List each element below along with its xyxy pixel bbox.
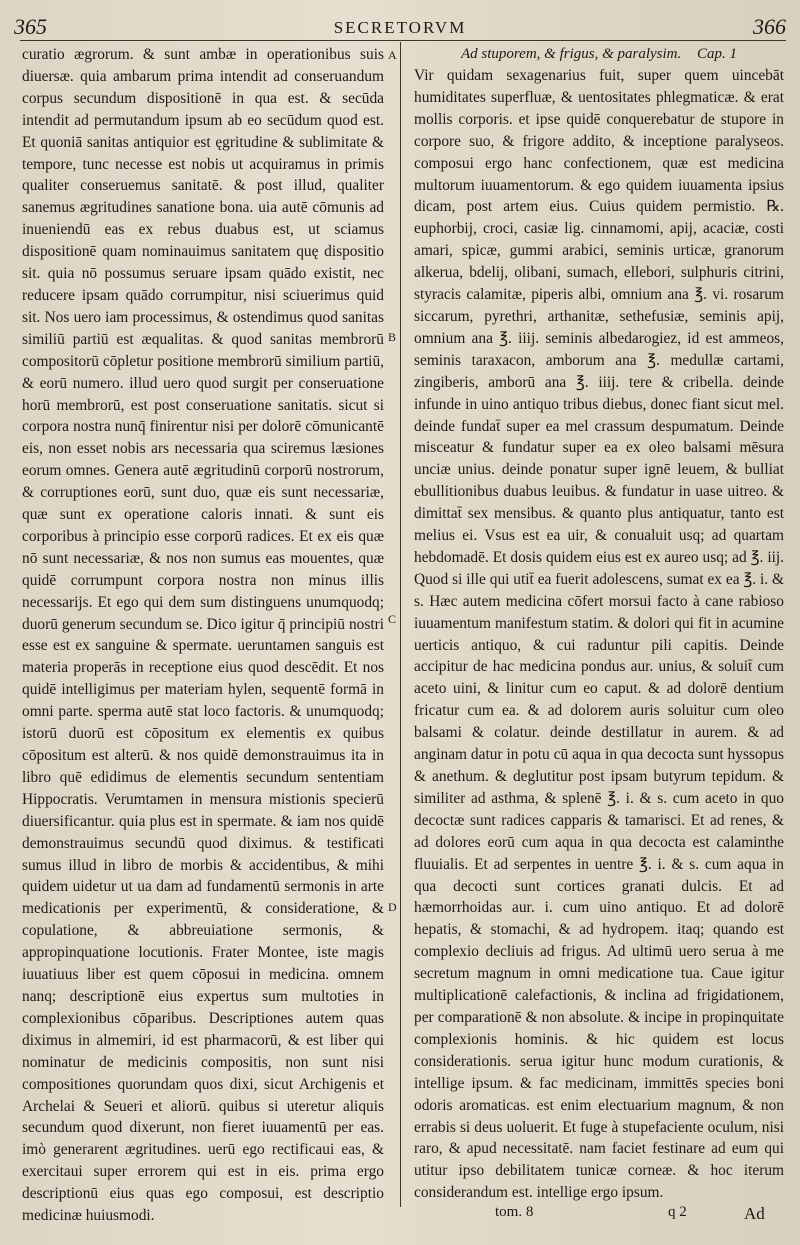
chapter-label: Cap. 1 (697, 46, 738, 62)
margin-marker-b: B (388, 330, 397, 344)
left-column-text: curatio ægrorum. & sunt ambæ in operationibus suis diuersæ. quia ambarum prima intendit ad conseruandum corpus secundum dispositionē in qua est. & secūda intendit ad permutandum ipsum ab eo secūdum quod est. Et quoniā sanitas antiquior est ęgritudine & sublimitate & tempore, tunc necesse est nobis ut acquiramus in primis qualiter conseruemus sanitatē. & post illud, qualiter sanemus ægritudines sanatione bona. uia autē cōmunis ad inueniendū eas ex rebus duabus est, ut sciamus dispositionē quam nominauimus sanitatem quę dispositio sit. quia nō possumus seruare ipsam quādo existit, nec reducere ipsam quādo corrumpitur, nisi sciuerimus quid sit. Nos uero iam processimus, & ostendimus quod sanitas similiū partiū est æqualitas. & quod sanitas membrorū compositorū cōpletur positione membrorū similium partiū, & eorū numero. illud uero quod surgit per conseruatione horū membrorū, est post conseruatione sanitatis. sicut si corpora nostra nunq̄ finirentur nisi per dolorē cōmunicantē eis, non esset nobis ars necessaria qua sciremus læsiones eorum omnes. Genera autē ægritudinū corporū nostrorum, & corruptiones eorū, sunt duo, quæ eis sunt necessariæ, quæ sunt ex operatione caloris innati. & sunt eis corporibus à principio esse corporū radices. Et ex eis quæ nō sunt necessariæ, & nos non sumus eas mouentes, quæ quidē corrumpunt corpora nostra non minus illis necessarijs. Et ego qui dem sum distinguens unumquodq; duorū generum secundum se. Dico igitur q̄ principiū nostri esse est ex sanguine & spermate. ueruntamen sanguis est materia properās in receptione eius quod descēdit. Et nos quidē intelligimus per materiam hylen, sequentē formā in omni parte. sperma autē stat loco factoris. & unumquodq; istorū duorū est cōpositum ex elementis ex quibus cōpositum est alterū. & nos quidē demonstrauimus ita in libro quē edidimus de elementis secundum sententiam Hippocratis. Verumtamen in mensura mistionis specierū diuersificantur. quia plus est in spermate. & iam nos quidē demonstrauimus secundū quod diximus. & testificati sumus illud in libro de morbis & accidentibus, & mihi quidem uidetur ut ua dam ad fundamentū sermonis in arte medicationis per experimentū, & consideratione, & copulatione, & abbreuiatione sermonis, & appropinquatione locutionis. Frater Montee, iste magis iuuatiuus liber est quem cōposui in medicina. omnem nanq; descriptionē eius expertus sum multoties in complexionibus cōparibus. Descriptiones autem quas diximus in almemiri, id est pharmacorū, & est liber qui nominatur de medicinis compositis, non sunt nisi compositiones quorundam quos dixi, sicut Archigenis et Archelai & Seueri et aliorū. quibus si uteretur aliquis secundum quod dixerunt, non fieret iuuamentū per eas. imò generarent ægritudines. uerū ego rectificaui eas, & exercitaui super errorem qui est in eis. prima ergo descriptionū eius quas ego composui, est descriptio medicinæ huiusmodi. (22, 46, 384, 1225)
running-title: SECRETORVM (333, 18, 467, 37)
left-text-column (22, 44, 384, 1225)
page-footer (0, 1204, 800, 1234)
right-page-number: 366 (753, 14, 786, 39)
catchword: Ad (744, 1204, 765, 1223)
section-heading (414, 44, 784, 65)
signature-mark: tom. 8 (495, 1204, 534, 1220)
margin-marker-a: A (388, 48, 397, 62)
column-divider (400, 42, 401, 1207)
quire-mark: q 2 (668, 1204, 687, 1220)
margin-marker-c: C (388, 612, 397, 626)
section-title: Ad stuporem, & frigus, & paralysim. (460, 46, 682, 62)
left-page-number: 365 (14, 14, 47, 39)
margin-marker-d: D (388, 900, 397, 914)
right-text-column (414, 44, 784, 1206)
right-column-text: Vir quidam sexagenarius fuit, super quem uincebāt humiditates superfluæ, & uentositates phlegmaticæ. & erat mollis corporis. et ipse quidē conquerebatur de stupore in corpore suo, & frigore addito, & inceptione paralyseos. composui ergo hanc confectionem, quæ est medicina multorum iuuamentorum. & ego quidem iuuamenta ipsius dicam, post artem eius. Cuius quidem permistio. ℞. euphorbij, croci, casiæ lig. cinnamomi, apij, acaciæ, costi amari, spicæ, gummi arabici, seminis urticæ, granorum alkerua, bdelij, olibani, sumach, ellebori, sulphuris citrini, styracis calamitæ, piperis albi, omnium ana ℥. vi. rosarum siccarum, pyrethri, arthanitæ, sethefusiæ, seminis apij, omnium ana ℥. iiij. seminis albedarogiez, id est ammeos, seminis taraxacon, amborum ana ℥. medullæ cartami, zingiberis, amborū ana ℥. iiij. tere & cribella. deinde infunde in uino antiquo tribus diebus, donec fiant sicut mel. deinde fundat̄ super ea mel crassum despumatum. Deinde misceatur & fundatur super ea ex oleo balsami mēsura unciæ unius. deinde ponatur super ignē leuem, & bulliat ebullitionibus duabus leuibus. & fundatur in uase uitreo. & dimittat̄ sex mensibus. & quanto plus antiquatur, tanto est melius ei. Vsus est ea uir, & conualuit usq; ad quartam hebdomadē. Et dosis quidem eius est ex aureo usq; ad ℥. iij. Quod si ille qui utit̄ ea fuerit adolescens, sumat ex ea ℥. i. & s. Hæc autem medicina cōfert morsui facto à cane rabioso iuuamentum manifestum statim. & dolori qui fit in acumine uerticis antiquo, & cui raduntur pili capitis. Deinde accipitur de hac medicina pondus aur. unius, & soluit̄ cum aceto uini, & linitur cum eo caput. & ad dolorē dentium fricatur cum ea. & ad dolorem auris soluitur cum oleo balsami & colatur. deinde destillatur in aurem. & ad anginam datur in potu cū aqua in qua decocta sunt hyssopus & anethum. & deglutitur post ipsam butyrum tepidum. & similiter ad asthma, & splenē ℥. i. & s. cum aceto in quo decoctæ sunt radices capparis & tamarisci. Et ad renes, & ad dolores eorū cum aqua in qua decocta est calaminthe fluuialis. Et ad serpentes in uentre ℥. i. & s. cum aqua in qua decocti sunt cortices granati dulcis. Et ad hæmorrhoidas aur. i. cum uino antiquo. Et ad dolorē hepatis, & stomachi, & ad hydropem. itaq; quando est complexio decliuis ad frigus. Ad ultimū uero serua à me secretum magnum in omni medicatione tua. Caue igitur multiplicationē calefactionis, & inclina ad frigidationem, per comparationē & non absolute. & incipe in propinquitate complexionis hominis. & hic quidem est locus considerationis. serua igitur hunc modum curationis, & intellige ipsum. & fac medicinam, immittēs species boni odoris aromaticas. est enim electuarium magnum, & non errabis si deus uoluerit. Et fuge à stupefaciente oculum, nisi raro, & apud necessitatē. nam faciet festinare ad eum qui utitur ipso debilitatem tunicæ corneæ. & hoc iterum considerandum est. intellige ergo ipsum. (414, 67, 784, 1202)
header-rule (20, 40, 786, 41)
